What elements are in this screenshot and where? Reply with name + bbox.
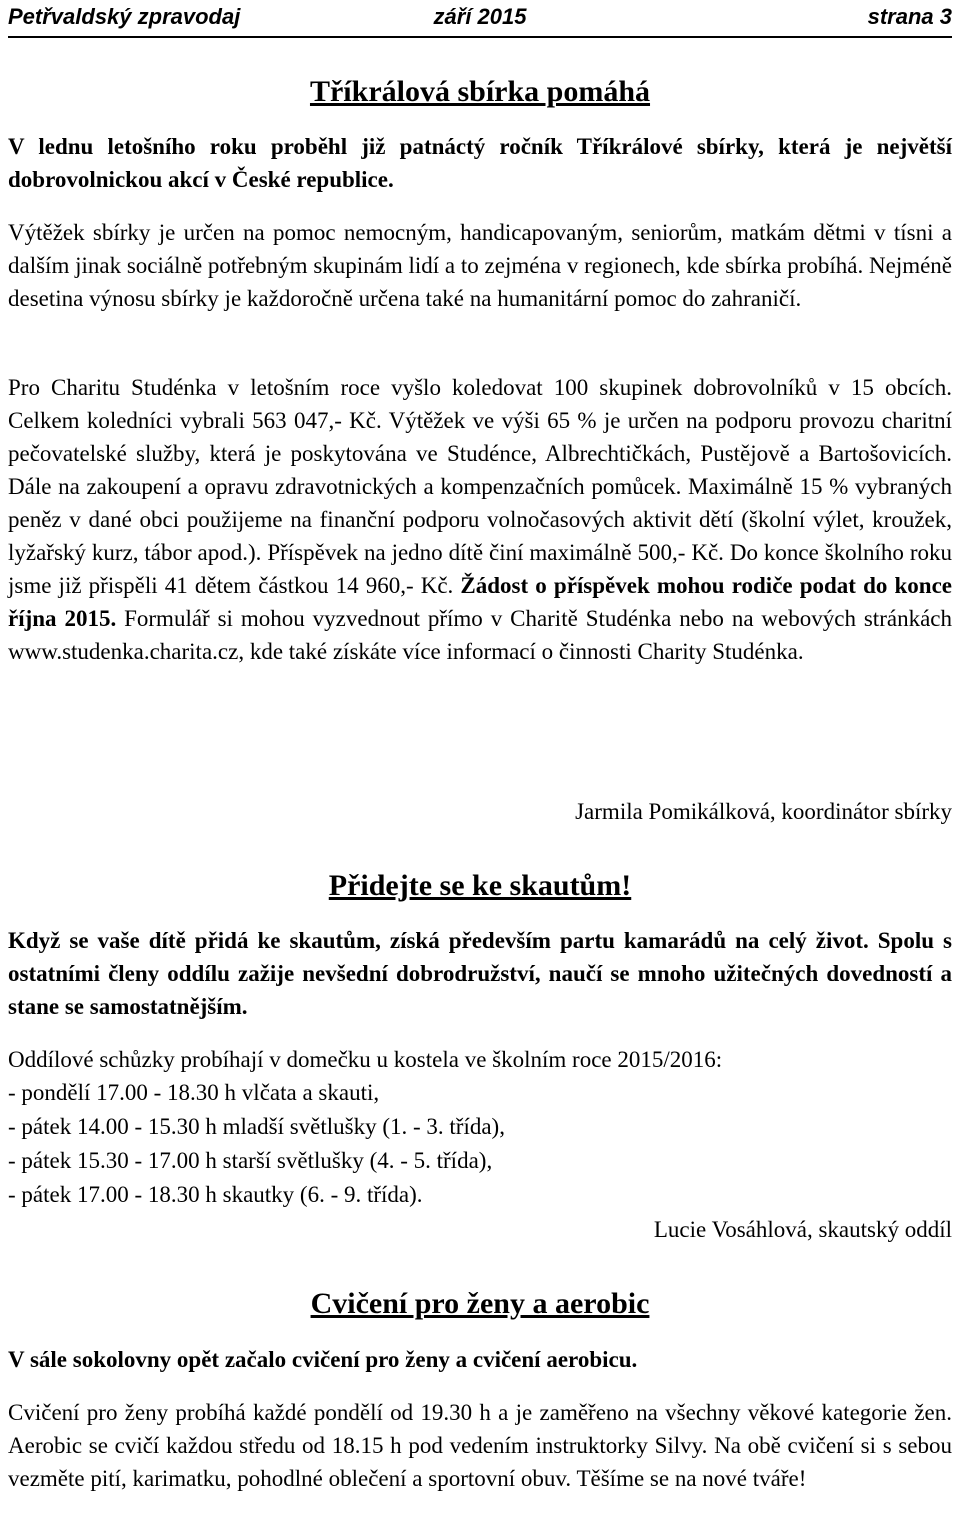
issue-date: září 2015 [433, 4, 527, 29]
schedule-item: - pondělí 17.00 - 18.30 h vlčata a skauti, [8, 1080, 380, 1105]
article-lead-skauti: Když se vaše dítě přidá ke skautům, získá především partu kamarádů na celý život. Spolu s ostatními členy oddílu zažije nevšední dobrodružství, naučí se mnoho užitečných dovedností a stane se samostatnějším. [8, 928, 952, 1019]
article-lead-cviceni: V sále sokolovny opět začalo cvičení pro ženy a cvičení aerobicu. [8, 1347, 638, 1372]
signature-sbirka: Jarmila Pomikálková, koordinátor sbírky [575, 799, 952, 824]
article-title-cviceni: Cvičení pro ženy a aerobic [310, 1287, 650, 1320]
schedule-item: - pátek 14.00 - 15.30 h mladší světlušky (1. - 3. třída), [8, 1114, 505, 1139]
page-header [8, 0, 952, 38]
article-paragraph-sbirka-2 [8, 371, 952, 668]
schedule-intro: Oddílové schůzky probíhají v domečku u kostela ve školním roce 2015/2016: [8, 1047, 723, 1072]
schedule-item: - pátek 17.00 - 18.30 h skautky (6. - 9. třída). [8, 1182, 423, 1207]
signature-skauti: Lucie Vosáhlová, skautský oddíl [653, 1217, 952, 1242]
highlight-deadline: Žádost o příspěvek mohou rodiče podat do konce října 2015. [8, 573, 952, 631]
article-title-skauti: Přidejte se ke skautům! [328, 869, 632, 902]
paragraph-text-end: Formulář si mohou vyzvednout přímo v Charitě Studénka nebo na webových stránkách www.studenka.charita.cz, kde také získáte více informací o činnosti Charity Studénka. [8, 606, 952, 664]
schedule-item: - pátek 15.30 - 17.00 h starší světlušky (4. - 5. třída), [8, 1148, 493, 1173]
newsletter-name: Petřvaldský zpravodaj [8, 4, 241, 29]
article-paragraph-cviceni: Cvičení pro ženy probíhá každé pondělí od 19.30 h a je zaměřeno na všechny věkové kategorie žen. Aerobic se cvičí každou středu od 18.15 h pod vedením instruktorky Silvy. Na obě cvičení si s sebou vezměte pití, karimatku, pohodlné oblečení a sportovní obuv. Těšíme se na nové tváře! [8, 1400, 952, 1491]
article-lead-sbirka: V lednu letošního roku proběhl již patnáctý ročník Tříkrálové sbírky, která je největší dobrovolnickou akcí v České republice. [8, 134, 952, 192]
article-paragraph-sbirka-1: Výtěžek sbírky je určen na pomoc nemocným, handicapovaným, seniorům, matkám dětmi v tísni a dalším jinak sociálně potřebným skupinám lidí a to zejména v regionech, kde sbírka probíhá. Nejméně desetina výnosu sbírky je každoročně určena také na humanitární pomoc do zahraničí. [8, 220, 953, 311]
paragraph-text: Pro Charitu Studénka v letošním roce vyšlo koledovat 100 skupinek dobrovolníků v 15 obcích. Celkem koledníci vybrali 563 047,- Kč. Výtěžek ve výši 65 % je určen na podporu provozu charitní pečovatelské služby, která je poskytována ve Studénce, Albrechtičkách, Pustějově a Bartošovicích. Dále na zakoupení a opravu zdravotnických a kompenzačních pomůcek. Maximálně 15 % vybraných peněz v dané obci použijeme na finanční podporu volnočasových aktivit dětí (školní výlet, kroužek, lyžařský kurz, tábor apod.). Příspěvek na jedno dítě činí maximálně 500,- Kč. Do konce školního roku jsme již přispěli 41 dětem částkou 14 960,- Kč. [8, 375, 952, 598]
page-number: strana 3 [867, 4, 952, 29]
article-title-sbirka: Tříkrálová sbírka pomáhá [309, 75, 651, 108]
